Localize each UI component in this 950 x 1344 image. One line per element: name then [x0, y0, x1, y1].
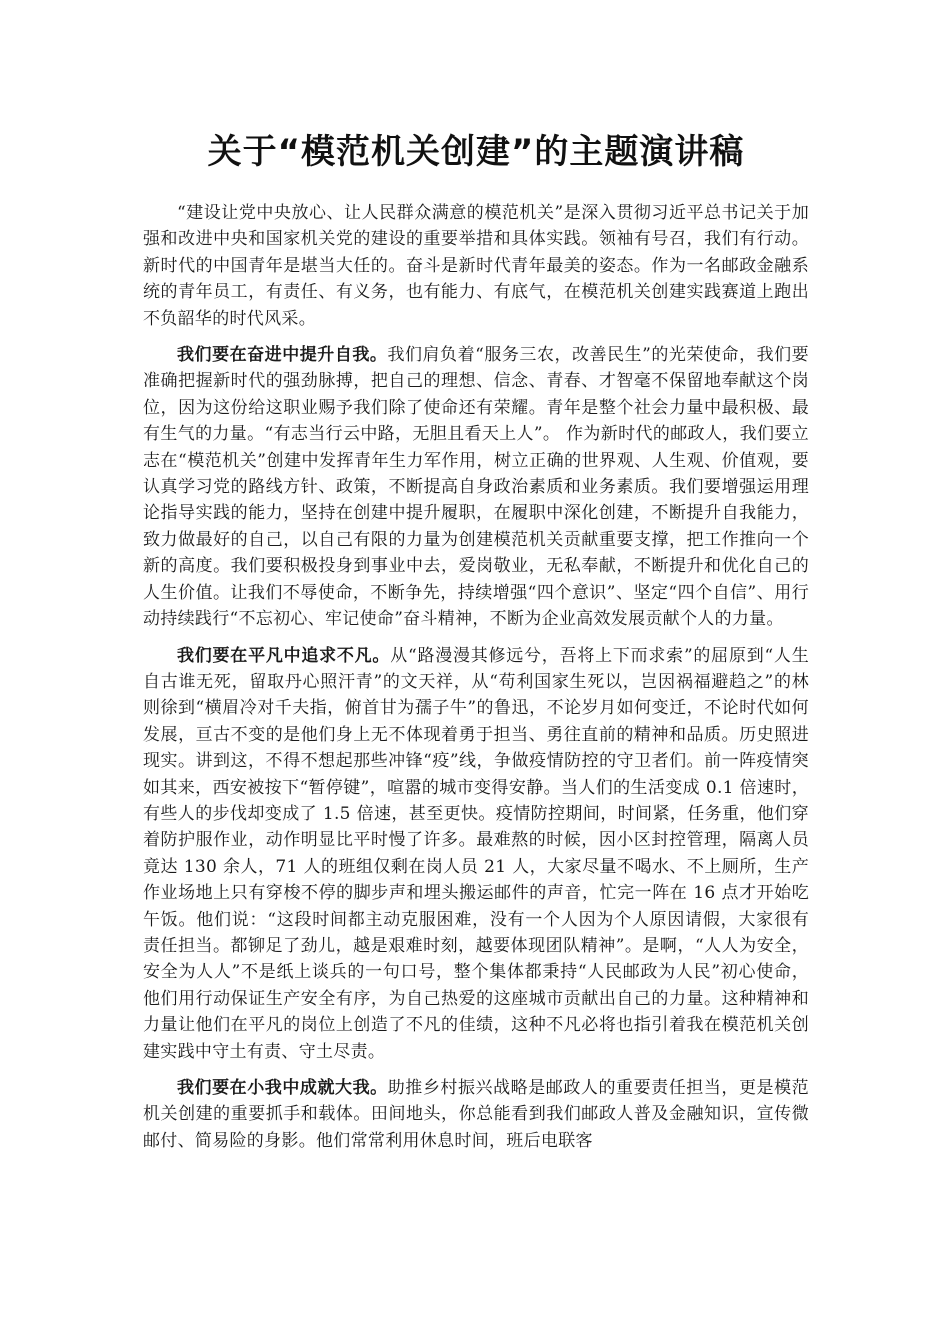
paragraph-text: 我们肩负着“服务三农，改善民生”的光荣使命，我们要准确把握新时代的强劲脉搏，把自己的理想、信念、青春、才智毫不保留地奉献这个岗位，因为这份给这职业赐予我们除了使命还有荣耀。青年是整个社会力量中最积极、最有生气的力量。“有志当行云中路，无胆且看天上人”。 作为新时代的邮政人，我们要立志在“模范机关”创建中发挥青年生力军作用，树立正确的世界观、人生观、价值观，要认真学习党的路线方针、政策，不断提高自身政治素质和业务素质。我们要增强运用理论指导实践的能力，坚持在创建中提升履职，在履职中深化创建，不断提升自我能力，致力做最好的自己，以自己有限的力量为创建模范机关贡献重要支撑，把工作推向一个新的高度。我们要积极投身到事业中去，爱岗敬业，无私奉献，不断提升和优化自己的人生价值。让我们不辱使命，不断争先，持续增强“四个意识”、坚定“四个自信”、用行动持续践行“不忘初心、牢记使命”奋斗精神，不断为企业高效发展贡献个人的力量。: [143, 345, 809, 630]
paragraph-text: 从“路漫漫其修远兮，吾将上下而求索”的屈原到“人生自古谁无死，留取丹心照汗青”的文天祥，从“苟利国家生死以，岂因祸福避趋之”的林则徐到“横眉冷对千夫指，俯首甘为孺子牛”的鲁迅，不论岁月如何变迁，不论时代如何发展，亘古不变的是他们身上无不体现着勇于担当、勇往直前的精神和品质。历史照进现实。讲到这，不得不想起那些冲锋“疫”线，争做疫情防控的守卫者们。前一阵疫情突如其来，西安被按下“暂停键”，喧嚣的城市变得安静。当人们的生活变成 0.1 倍速时，有些人的步伐却变成了 1.5 倍速，甚至更快。疫情防控期间，时间紧，任务重，他们穿着防护服作业，动作明显比平时慢了许多。最难熬的时候，因小区封控管理，隔离人员竟达 130 余人，71 人的班组仅剩在岗人员 21 人，大家尽量不喝水、不上厕所，生产作业场地上只有穿梭不停的脚步声和埋头搬运邮件的声音，忙完一阵在 16 点才开始吃午饭。他们说：“这段时间都主动克服困难，没有一个人因为个人原因请假，大家很有责任担当。都铆足了劲儿，越是艰难时刻，越要体现团队精神”。是啊，“人人为安全，安全为人人”不是纸上谈兵的一句口号，整个集体都秉持“人民邮政为人民”初心使命，他们用行动保证生产安全有序，为自己热爱的这座城市贡献出自己的力量。这种精神和力量让他们在平凡的岗位上创造了不凡的佳绩，这种不凡必将也指引着我在模范机关创建实践中守土有责、守土尽责。: [143, 645, 809, 1062]
paragraph-lead: 我们要在小我中成就大我。: [177, 1078, 388, 1098]
paragraph-lead: 我们要在奋进中提升自我。: [177, 345, 388, 366]
paragraph-self-improvement: [143, 342, 809, 632]
document-title: 关于“模范机关创建”的主题演讲稿: [207, 132, 745, 172]
paragraph-text: 助推乡村振兴战略是邮政人的重要责任担当，更是模范机关创建的重要抓手和载体。田间地头，你总能看到我们邮政人普及金融知识，宣传微邮付、简易险的身影。他们常常利用休息时间，班后电联客: [143, 1078, 809, 1151]
paragraph-text: “建设让党中央放心、让人民群众满意的模范机关”是深入贯彻习近平总书记关于加强和改进中央和国家机关党的建设的重要举措和具体实践。领袖有号召，我们有行动。新时代的中国青年是堪当大任的。奋斗是新时代青年最美的姿态。作为一名邮政金融系统的青年员工，有责任、有义务，也有能力、有底气，在模范机关创建实践赛道上跑出不负韶华的时代风采。: [143, 203, 809, 329]
paragraph-intro: [143, 200, 809, 332]
paragraph-lead: 我们要在平凡中追求不凡。: [177, 645, 391, 666]
document-page: [143, 128, 809, 1164]
paragraph-ordinary-extraordinary: [143, 643, 809, 1066]
paragraph-small-self-big-self: [143, 1075, 809, 1154]
